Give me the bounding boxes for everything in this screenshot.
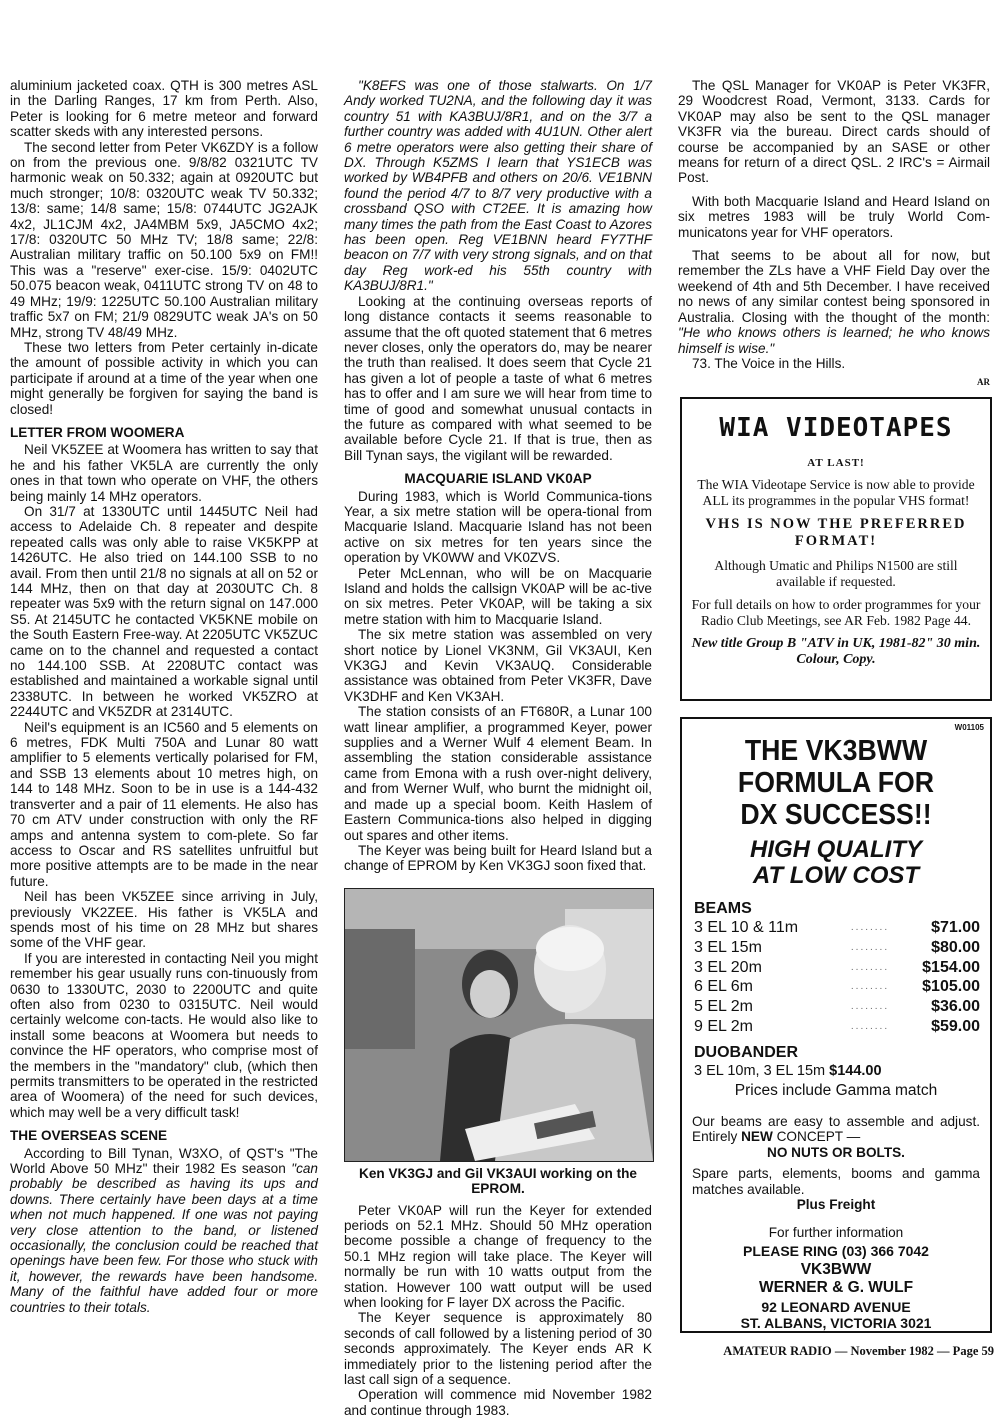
headline-line: THE VK3BWW — [744, 735, 928, 767]
videotapes-ad — [680, 397, 992, 701]
paragraph: Neil's equipment is an IC560 and 5 elements on 6 metres, FDK Multi 750A and Lunar 80 watt amplifier to 5 elements vertically polarised for FM, and SSB 13 elements about 10 metres high, on 144 to 148 MHz. Soon to be in use is a 144-432 transverter and a pair of 11 elements. He also has 70 cm ATV under construction with only the RF amps and antenna system to com-plete. So far access to Oscar and RS satellites unfruitful but more positive attempts are to be made in the near future. — [10, 719, 318, 889]
text: That seems to be about all for now, but remember the ZLs have a VHF Field Day over the weekend of 4th and 5th December. I have received no news of any similar contest being sponsored in Australia. Closing with the thought of the month: — [678, 248, 990, 325]
beams-price-list — [694, 918, 980, 1037]
photo-image — [345, 889, 653, 1161]
quote-paragraph: "K8EFS was one of those stalwarts. On 1/7 Andy worked TU2NA, and the following day it was country 51 with KA3BUJ/8R1, and on the 3/7 a further country was added with 4U1UN. Other alert 6 metre operators were also getting their share of DX. Through K5ZMS I learn that YS1ECB was worked by WB4PFB and others on 20/6. VE1BNN found the period 4/7 to 8/7 very productive with a crossband QSO with CT2EE. It is amazing how many times the path from the East Coast to Azores has been open. Reg VE1BNN heard FY7THF beacon on 7/7 with very strong signals, and on that day Reg work-ed his 55th country with KA3BUJ/8R1." — [344, 78, 652, 294]
price-row — [694, 997, 980, 1017]
address-line: ST. ALBANS, VICTORIA 3021 — [740, 1314, 932, 1331]
section-heading: THE OVERSEAS SCENE — [10, 1128, 168, 1144]
duobander-desc: 3 EL 10m, 3 EL 15m — [694, 1062, 826, 1079]
beam-desc: 3 EL 10 & 11m — [694, 919, 799, 936]
price-row — [694, 958, 980, 978]
paragraph: Operation will commence mid November 1982 and continue through 1983. — [344, 1387, 652, 1418]
paragraph — [10, 1146, 318, 1315]
paragraph: The six metre station was assembled on very short notice by Lionel VK3NM, Gil VK3AUI, Ken VK3GJ and Kevin VK3AUQ. Considerable assistance was obtained from Peter VK3FR, Dave VK3DHF and Ken VK3AH. — [344, 627, 652, 704]
leader-dots: ........ — [850, 1001, 890, 1013]
paragraph: The QSL Manager for VK0AP is Peter VK3FR, 29 Woodcrest Road, Vermont, 3133. Cards for VK0AP may also be sent to the QSL manager VK3FR via the bureau. Direct cards should of course be accompanied by an SASE or other means for return of a direct QSL. 2 IRC's = Airmail Post. — [678, 78, 990, 186]
photo — [344, 888, 654, 1162]
beam-desc: 5 EL 2m — [694, 998, 753, 1016]
beam-price: $36.00 — [931, 998, 980, 1016]
price-row — [694, 918, 980, 938]
page-footer: AMATEUR RADIO — November 1982 — Page 59 — [723, 1344, 994, 1358]
videotapes-body: For full details on how to order programmes for your Radio Club Meetings, see AR Feb. 1982 Page 44. — [691, 597, 981, 628]
beam-price: $80.00 — [931, 938, 980, 956]
price-row — [694, 1017, 980, 1037]
ad-headline — [694, 735, 977, 831]
videotapes-new-title: New title Group B "ATV in UK, 1981-82" 30 min. Colour, Copy. — [691, 636, 981, 667]
videotapes-subtitle: AT LAST! — [807, 457, 865, 469]
subheadline-line: AT LOW COST — [752, 862, 920, 889]
videotapes-vhs-notice: VHS IS NOW THE PREFERRED FORMAT! — [705, 516, 967, 549]
paragraph: With both Macquarie Island and Heard Island on six metres 1983 will be truly World Com-municatons year for VHF operators. — [678, 193, 990, 240]
text: According to Bill Tynan, W3XO, of QST's "The World Above 50 MHz" their 1982 Es season — [10, 1145, 318, 1177]
subheadline-line: HIGH QUALITY — [750, 836, 922, 863]
leader-dots: ........ — [850, 1020, 890, 1032]
paragraph: The second letter from Peter VK6ZDY is a follow on from the previous one. 9/8/82 0321UTC TV harmonic weak on 50.332; again at 0920UTC but much stronger; 10/8: 0320UTC weak TV 50.332; 13/8: same; 14/8 same; 15/8: 0744UTC JG2AJK 4x2, JL1CJM 4x2, JA4MBM 5x9, JA5CMO 4x2; 17/8: 0320UTC 50 MHz TV; 18/8 same; 22/8: Australian military traffic on 50.100 5x9 on FM!! This was a "reserve" exer-cise. 15/9: 0402UTC 50.075 beacon weak, 0411UTC strong TV on 48 to 49 MHz; 19/9: 1225UTC 50.100 Australian military traffic 5x7 on FM; 21/9 0829UTC weak JA's on 50 MHz, strong TV 48/49 MHz. — [10, 139, 318, 340]
leader-dots: ........ — [850, 941, 890, 953]
text: CONCEPT — — [776, 1129, 861, 1145]
section-heading: LETTER FROM WOOMERA — [10, 424, 185, 440]
videotapes-body: The WIA Videotape Service is now able to provide ALL its programmes in the popular VHS format! — [697, 477, 975, 508]
paragraph: During 1983, which is World Communica-tions Year, a six metre station will be opera-tional from Macquarie Island. Macquarie Island has not been active on six metres for ten years since the operation by VK0WW and VK0ZVS. — [344, 488, 652, 566]
beam-price: $105.00 — [922, 978, 980, 996]
text-bold: NEW — [741, 1129, 773, 1145]
ad-text — [692, 1114, 980, 1145]
ad-text-bold: NO NUTS OR BOLTS. — [767, 1144, 905, 1160]
photo-caption: Ken VK3GJ and Gil VK3AUI working on the EPROM. — [359, 1165, 637, 1197]
leader-dots: ........ — [850, 981, 890, 993]
ad-code: W01105 — [954, 723, 984, 732]
paragraph: Neil has been VK5ZEE since arriving in July, previously VK2ZEE. His father is VK5LA and spends most of his time on 28 MHz but shares some of the VHF gear. — [10, 889, 318, 951]
duobander-price: $144.00 — [829, 1062, 882, 1079]
duobander-line — [694, 1062, 990, 1080]
beam-desc: 6 EL 6m — [694, 978, 753, 996]
videotapes-body: Although Umatic and Philips N1500 are still available if requested. — [714, 558, 958, 589]
text: Our beams are easy to assemble and adjust. Entirely — [692, 1113, 980, 1145]
paragraph — [678, 248, 990, 356]
vk3bww-ad — [680, 717, 992, 1333]
column-2 — [344, 78, 652, 1418]
contact-info: For further information — [768, 1224, 904, 1240]
beam-price: $154.00 — [922, 958, 980, 976]
leader-dots: ........ — [850, 922, 890, 933]
paragraph: aluminium jacketed coax. QTH is 300 metres ASL in the Darling Ranges, 17 km from Perth. Also, Peter is looking for 6 metre meteor and forward scatter skeds with any interested persons. — [10, 78, 318, 140]
beam-desc: 3 EL 15m — [694, 938, 762, 956]
ad-subheadline — [682, 837, 990, 889]
quote-text: "He who knows others is learned; he who knows himself is wise." — [678, 325, 990, 356]
company-callsign: VK3BWW — [800, 1260, 872, 1278]
headline-line: FORMULA FOR — [737, 767, 935, 799]
leader-dots: ........ — [850, 961, 890, 973]
paragraph: Looking at the continuing overseas reports of long distance contacts it seems reasonable to assume that the oft quoted statement that 6 metres never closes, only the operators do, may be nearer the truth than realised. It does seem that Cycle 21 has given a lot of people a taste of what 6 metres has to offer and I am sure we will hear from time to time of good and somewhat unusual contacts in the future as compared with what seemed to be available before Cycle 21. If that is true, then as Bill Tynan says, the vigilant will be rewarded. — [344, 293, 652, 463]
address-line: 92 LEONARD AVENUE — [761, 1298, 911, 1315]
paragraph: If you are interested in contacting Neil you might remember his gear usually runs con-tinuously from 0630 to 1330UTC, 2030 to 2200UTC and quite often also from 0230 to 0315UTC. Neil would certainly welcome con-tacts. He would also like to install some beacons at Woomera but needs to convince the HF operators, who comprise most of the members in the "mandatory" club, (which then permits transmitters to be operated in the restricted area of Woomera) of the need for such devices, which may well be a very difficult task! — [10, 950, 318, 1120]
paragraph: Neil VK5ZEE at Woomera has written to say that he and his father VK5LA are currently the only ones in that town who operate on VHF, the others being mainly 14 MHz operators. — [10, 442, 318, 504]
price-row — [694, 938, 980, 958]
duobander-label: DUOBANDER — [694, 1043, 798, 1061]
beam-desc: 9 EL 2m — [694, 1017, 753, 1035]
section-heading: MACQUARIE ISLAND VK0AP — [404, 471, 592, 487]
paragraph: Peter VK0AP will run the Keyer for extended periods on 52.1 MHz. Should 50 MHz operation become possible a change of frequency to the 50.1 MHz region will take place. The Keyer will normally be run with 10 watts output from the station. However 100 watt output will be used when looking for F layer DX across the Pacific. — [344, 1202, 652, 1310]
paragraph: The station consists of an FT680R, a Lunar 100 watt linear amplifier, a programmed Keyer, power supplies and a Werner Wulf 4 element Beam. In assembling the station considerable assistance came from Emona with a rush over-night delivery, and from Werner Wulf, who burnt the midnight oil, and made up a special boom. Keith Haslem of Eastern Communica-tions also helped in digging out spares and other items. — [344, 704, 652, 843]
company-name: WERNER & G. WULF — [758, 1278, 914, 1296]
ad-text: Spare parts, elements, booms and gamma matches available. — [692, 1166, 980, 1197]
paragraph: On 31/7 at 1330UTC until 1445UTC Neil had access to Adelaide Ch. 8 repeater and despite repeated calls was only able to raise VK5KPP at 1426UTC. He also tried on 144.100 SSB to no avail. From then until 21/8 no signals at all on 52 or 144 MHz, then on that day at 2030UTC Ch. 8 repeater was 5x9 with the return signal on 147.000 S5. At 2145UTC he contacted VK5KNE mobile on the South Eastern Free-way. At 2205UTC VK5ZUC came on to the channel and requested a contact no 144.100 SSB. At 2208UTC contact was established and maintained a workable signal until 2338UTC. In between he worked VK5ZRO at 2244UTC and VK5ZDR at 2314UTC. — [10, 503, 318, 720]
paragraph: 73. The Voice in the Hills. — [692, 355, 846, 371]
paragraph: Peter McLennan, who will be on Macquarie Island and holds the callsign VK0AP will be ac-tive on six metres. Peter VK0AP, will be taking a six metre station with him to Macquarie Island. — [344, 565, 652, 627]
freight-note: Plus Freight — [796, 1197, 876, 1213]
headline-line: DX SUCCESS!! — [740, 799, 932, 831]
phone-number: PLEASE RING (03) 366 7042 — [743, 1242, 929, 1259]
videotapes-title: WIA VIDEOTAPES — [719, 413, 953, 443]
beam-price: $59.00 — [931, 1017, 980, 1035]
beams-label: BEAMS — [694, 900, 752, 917]
gamma-note: Prices include Gamma match — [734, 1081, 938, 1099]
paragraph: The Keyer sequence is approximately 80 seconds of call followed by a listening period of 30 seconds approximately. The Keyer ends AR K immediately prior to the listening period after the last call sign of a sequence. — [344, 1310, 652, 1387]
beam-price: $71.00 — [931, 919, 980, 936]
price-row — [694, 977, 980, 997]
ar-signature: AR — [977, 377, 990, 388]
beam-desc: 3 EL 20m — [694, 958, 762, 976]
quote-text: "can probably be described as having its ups and downs. There certainly have been days at a time when not much happened. If one was not paying very close attention to the band, or listened occasionally, the conclusion could be reached that openings have been few. For those who stuck with it, however, the rewards have been handsome. Many of the faithful have added four or more countries to their totals. — [10, 1161, 318, 1315]
column-3 — [678, 78, 990, 391]
paragraph: These two letters from Peter certainly in-dicate the amount of possible activity in which you can participate if around at a time of the year when one might generally be forgiven for saying the band is closed! — [10, 339, 318, 417]
column-1 — [10, 78, 318, 1315]
paragraph: The Keyer was being built for Heard Island but a change of EPROM by Ken VK3GJ soon fixed that. — [344, 842, 652, 874]
